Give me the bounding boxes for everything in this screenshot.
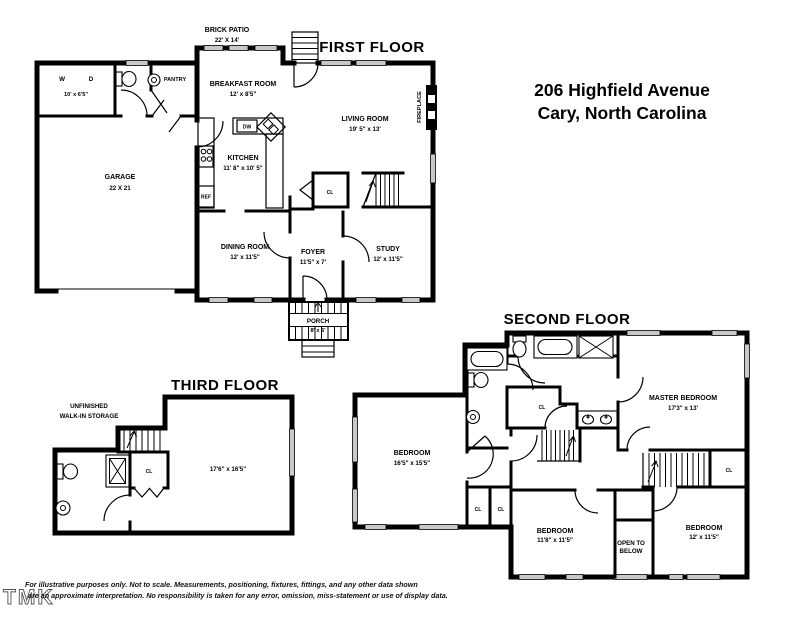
storage-label-line1: UNFINISHED [70, 403, 108, 410]
first-floor-closet-stairs [300, 173, 399, 207]
living-room-dim: 19' 5" x 13' [349, 126, 381, 133]
right-closet-label: CL [725, 468, 733, 474]
toilet-tank [57, 464, 63, 479]
third-floor-windows [290, 429, 295, 476]
master-door-arc [618, 377, 643, 402]
dryer-label: D [88, 76, 94, 83]
kitchen-label: KITCHEN [227, 155, 259, 162]
third-floor-doors [104, 488, 164, 521]
second-floor-title: SECOND FLOOR [503, 311, 631, 328]
second-floor-fixtures [467, 336, 618, 427]
hall-door-leaf-1 [152, 100, 164, 116]
second-floor-plan [353, 311, 750, 580]
sink [148, 74, 160, 86]
breakfast-room-label: BREAKFAST ROOM [209, 81, 277, 88]
toilet-bowl [513, 341, 526, 357]
bedroom3-dim: 12' x 11'5" [689, 534, 719, 541]
brand-logo: TMK [3, 586, 55, 609]
toilet-bowl [64, 464, 78, 479]
property-address [534, 80, 710, 123]
hall-door-leaf-2 [169, 116, 181, 132]
front-door-arc [303, 276, 327, 300]
brick-patio-label: BRICK PATIO [204, 27, 250, 34]
kitchen-dim: 11' 8" x 10' 5" [223, 165, 263, 172]
first-floor-bath-fixtures [116, 72, 160, 87]
living-room-label: LIVING ROOM [341, 116, 389, 123]
pantry-label: PANTRY [163, 77, 187, 83]
pantry-door [151, 90, 167, 113]
toilet-bowl [122, 72, 136, 87]
dining-room-label: DINING ROOM [220, 244, 270, 251]
refrigerator-label: REF [201, 194, 211, 201]
washer-label: W [59, 76, 65, 83]
kitchen-door-arc [197, 121, 223, 147]
kitchen-sink [257, 113, 285, 141]
garage-dim: 22 X 21 [109, 185, 131, 192]
disclaimer-line-2: are an approximate interpretation. No responsibility is taken for any error, omission, miss-statement or use of display data. [28, 591, 448, 600]
walkin-closet-door-arc [545, 406, 567, 428]
foyer-label: FOYER [300, 249, 326, 256]
fireplace-label: FIREPLACE [417, 91, 423, 123]
foyer-dim: 11'5" x 7' [299, 259, 327, 266]
first-floor-doors [121, 63, 369, 300]
third-floor-title: THIRD FLOOR [171, 377, 279, 394]
open-to-below-line2: BELOW [619, 548, 643, 555]
closet-bifold-2 [149, 488, 164, 497]
third-floor-stairs [124, 428, 160, 452]
disclaimer-line-1: For illustrative purposes only. Not to scale. Measurements, positioning, fixtures, fittings, and any other data shown [25, 580, 418, 589]
study-label: STUDY [376, 246, 400, 253]
bedroom3-door-arc [653, 487, 677, 511]
porch-dim: 8' x 5' [310, 328, 326, 334]
laundry-dim: 10' x 6'5" [64, 92, 88, 98]
bedroom1-door-leaf [467, 436, 485, 452]
deck-door-arc [294, 63, 318, 87]
master-bedroom-dim: 17'3" x 13' [668, 405, 698, 412]
third-floor-closet-label: CL [145, 469, 153, 475]
bedroom1-label: BEDROOM [393, 450, 431, 457]
third-floor-plan [55, 377, 295, 533]
porch-label: PORCH [306, 318, 330, 325]
bedroom2-label: BEDROOM [536, 528, 574, 535]
address-line-1: 206 Highfield Avenue [534, 80, 710, 100]
bedroom2-dim: 11'8" x 11'5" [537, 537, 573, 544]
bedroom3-label: BEDROOM [685, 525, 723, 532]
storage-label-line2: WALK-IN STORAGE [59, 413, 119, 420]
brick-patio-dim: 22' X 14' [214, 37, 240, 44]
bedroom2-door-arc [575, 490, 598, 513]
study-door-arc [343, 236, 369, 262]
hall-door-arc [511, 435, 537, 461]
open-to-below-line1: OPEN TO [617, 540, 645, 547]
sink [56, 501, 70, 515]
master-rear-door-arc [627, 427, 650, 450]
toilet-tank [116, 72, 122, 86]
fireplace [426, 85, 437, 130]
breakfast-room-dim: 12' x 8'5" [229, 91, 257, 98]
bedroom1-dim: 16'5" x 15'5" [393, 460, 431, 467]
toilet-tank [468, 373, 474, 387]
exterior-steps [292, 32, 318, 63]
closet-door-chevron [300, 180, 313, 200]
second-floor-stairs [537, 430, 704, 487]
sink [467, 411, 480, 424]
first-floor-plan [37, 27, 437, 357]
study-dim: 12' x 11'5" [373, 256, 403, 263]
toilet-bowl [474, 373, 488, 388]
closet-b-label: CL [497, 507, 505, 513]
storage-bath-door-arc [104, 495, 130, 521]
closet-bifold-1 [134, 488, 150, 497]
bath-door-arc [121, 90, 147, 116]
dishwasher-label: DW [242, 124, 252, 131]
first-floor-closet-label: CL [326, 190, 334, 196]
first-floor-title: FIRST FLOOR [319, 39, 425, 56]
garage-label: GARAGE [104, 174, 136, 181]
porch-steps [302, 340, 334, 357]
bedroom1-door-arc [467, 436, 493, 478]
third-floor-fixtures [56, 455, 129, 515]
walkin-closet-label: CL [538, 405, 546, 411]
dining-room-dim: 12' x 11'5" [230, 254, 260, 261]
address-line-2: Cary, North Carolina [537, 103, 707, 123]
third-floor-room-dim: 17'6" x 16'5" [209, 466, 247, 473]
footer [3, 580, 448, 609]
master-bedroom-label: MASTER BEDROOM [648, 395, 718, 402]
master-bath-door-arc [518, 356, 545, 383]
closet-a-label: CL [474, 507, 482, 513]
